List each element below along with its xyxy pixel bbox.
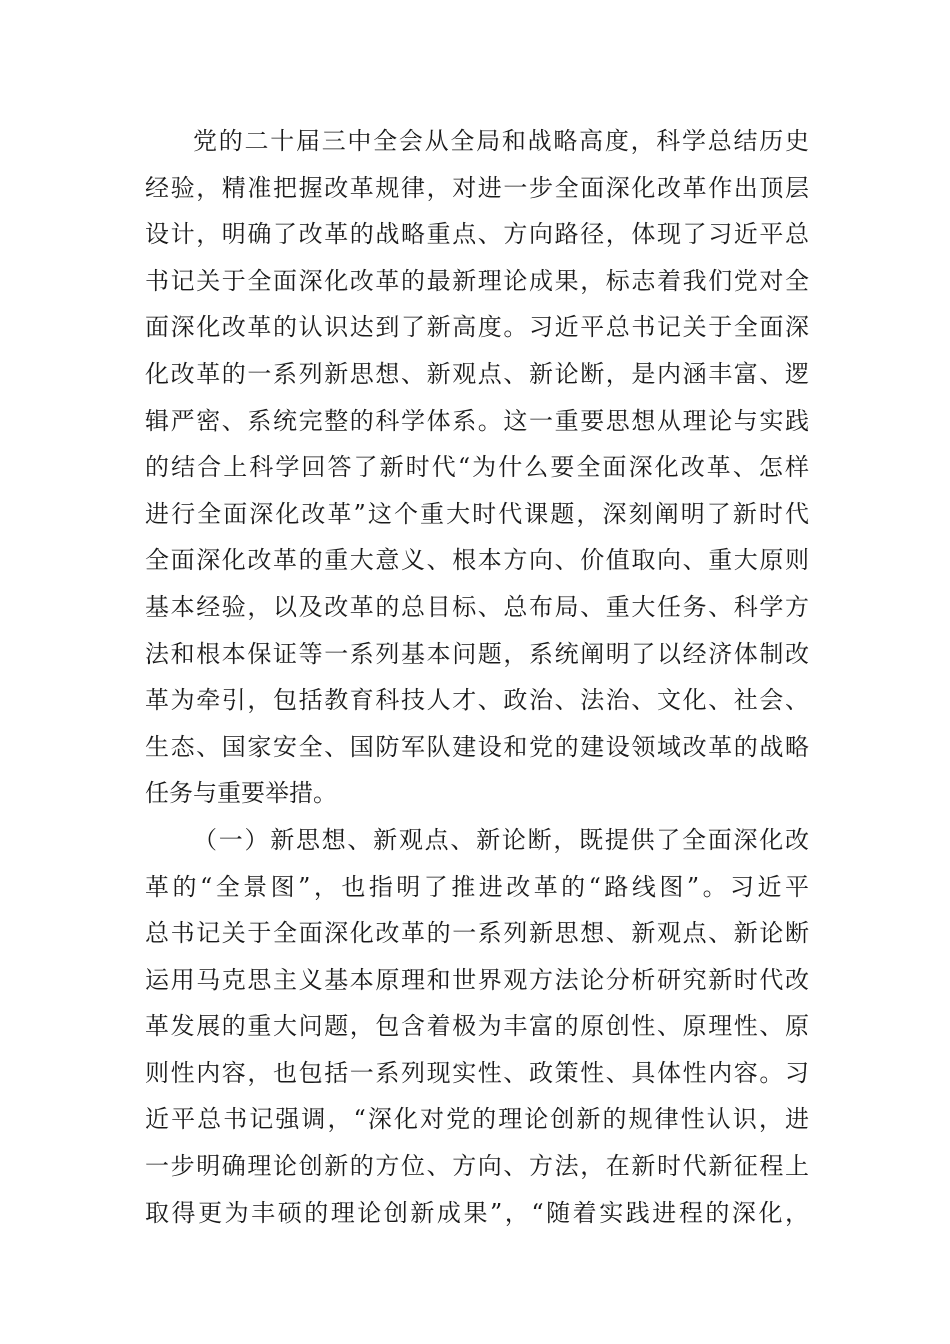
text-line: 运用马克思主义基本原理和世界观方法论分析研究新时代改 bbox=[145, 965, 809, 994]
text-line: 近平总书记强调，“深化对党的理论创新的规律性认识，进 bbox=[145, 1105, 809, 1134]
text-line: 辑严密、系统完整的科学体系。这一重要思想从理论与实践 bbox=[145, 406, 809, 435]
text-line: 的结合上科学回答了新时代“为什么要全面深化改革、怎样 bbox=[145, 453, 809, 482]
text-line: 经验，精准把握改革规律，对进一步全面深化改革作出顶层 bbox=[145, 173, 809, 202]
text-line: 书记关于全面深化改革的最新理论成果，标志着我们党对全 bbox=[145, 266, 809, 295]
text-line: 面深化改革的认识达到了新高度。习近平总书记关于全面深 bbox=[145, 313, 809, 342]
text-line: 党的二十届三中全会从全局和战略高度，科学总结历史 bbox=[193, 127, 809, 155]
text-line: 取得更为丰硕的理论创新成果”，“随着实践进程的深化， bbox=[145, 1198, 809, 1227]
text-line: 进行全面深化改革”这个重大时代课题，深刻阐明了新时代 bbox=[145, 499, 809, 528]
document-body bbox=[145, 118, 809, 1236]
text-line: 则性内容，也包括一系列现实性、政策性、具体性内容。习 bbox=[145, 1058, 809, 1087]
text-line: 任务与重要举措。 bbox=[145, 779, 337, 808]
text-line: 设计，明确了改革的战略重点、方向路径，体现了习近平总 bbox=[145, 220, 809, 249]
text-line: 基本经验，以及改革的总目标、总布局、重大任务、科学方 bbox=[145, 592, 809, 621]
text-line: 总书记关于全面深化改革的一系列新思想、新观点、新论断 bbox=[145, 919, 809, 948]
paragraph-section-1 bbox=[145, 817, 809, 1236]
text-line: （一）新思想、新观点、新论断，既提供了全面深化改 bbox=[193, 825, 809, 854]
text-line: 法和根本保证等一系列基本问题，系统阐明了以经济体制改 bbox=[145, 639, 809, 668]
text-line: 全面深化改革的重大意义、根本方向、价值取向、重大原则 bbox=[145, 546, 809, 575]
text-line: 化改革的一系列新思想、新观点、新论断，是内涵丰富、逻 bbox=[145, 359, 809, 388]
text-line: 生态、国家安全、国防军队建设和党的建设领域改革的战略 bbox=[145, 732, 809, 761]
text-line: 革为牵引，包括教育科技人才、政治、法治、文化、社会、 bbox=[145, 686, 809, 715]
text-line: 一步明确理论创新的方位、方向、方法，在新时代新征程上 bbox=[145, 1152, 809, 1181]
paragraph-intro bbox=[145, 118, 809, 817]
text-line: 革发展的重大问题，包含着极为丰富的原创性、原理性、原 bbox=[145, 1012, 809, 1041]
text-line: 革的“全景图”，也指明了推进改革的“路线图”。习近平 bbox=[145, 872, 809, 901]
